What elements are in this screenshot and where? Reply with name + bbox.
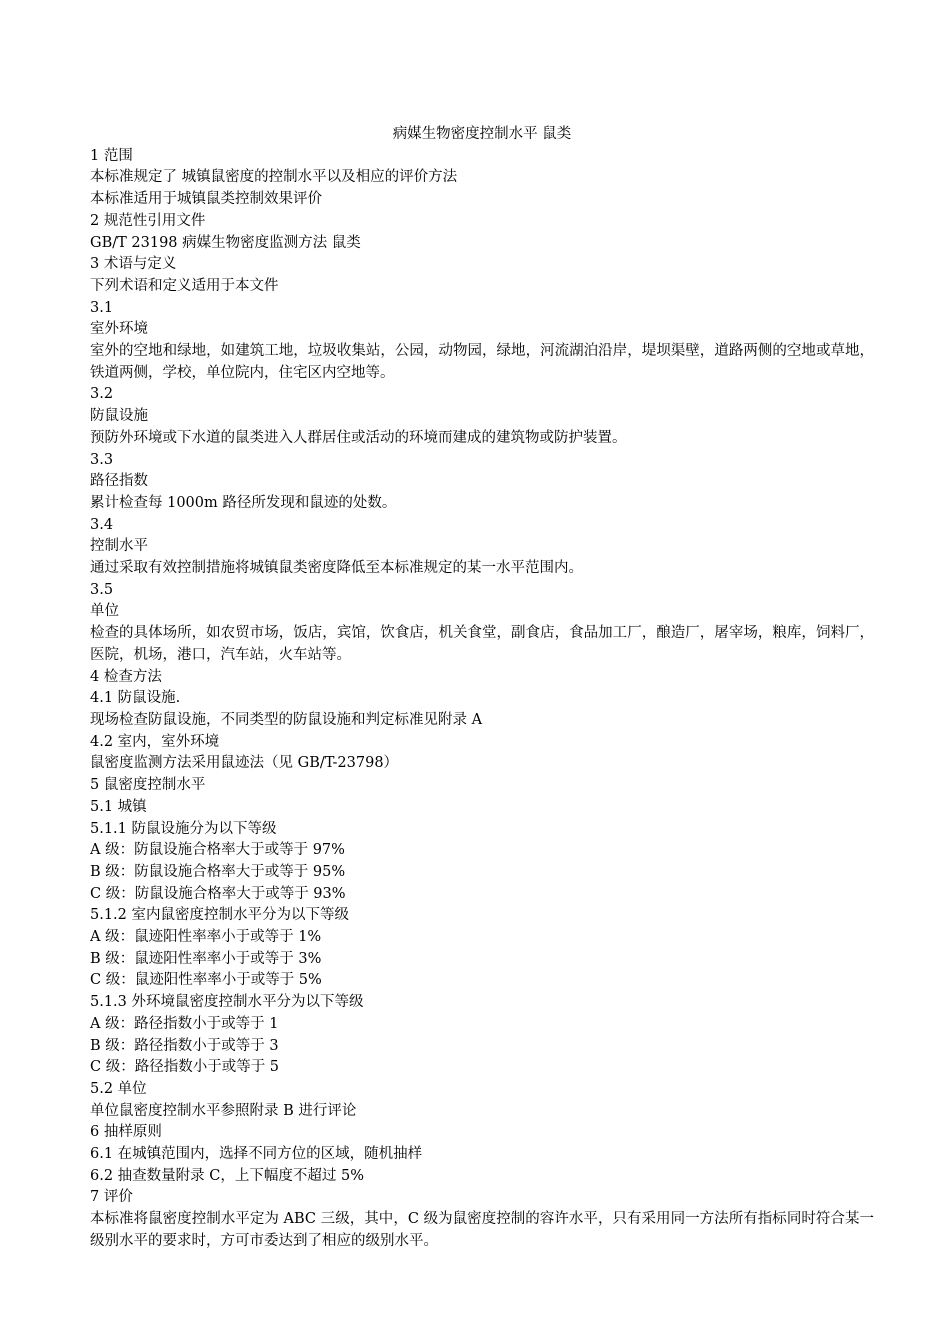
body-line: A 级：路径指数小于或等于 1 <box>90 1015 279 1032</box>
body-line: 4.1 防鼠设施. <box>90 690 181 707</box>
body-paragraph: 本标准将鼠密度控制水平定为 ABC 三级，其中，C 级为鼠密度控制的容许水平，只有采用同一方法所有指标同时符合某一级别水平的要求时，方可市委达到了相应的级别水平。 <box>90 1211 874 1249</box>
body-paragraph: 室外的空地和绿地，如建筑工地，垃圾收集站，公园，动物园，绿地，河流湖泊沿岸，堤坝渠壁，道路两侧的空地或草地，铁道两侧，学校，单位院内，住宅区内空地等。 <box>90 343 874 381</box>
body-line: C 级：鼠迹阳性率率小于或等于 5% <box>90 972 322 989</box>
body-line: 5.2 单位 <box>90 1080 147 1097</box>
document-title: 病媒生物密度控制水平 鼠类 <box>392 126 572 142</box>
body-line: GB/T 23198 病媒生物密度监测方法 鼠类 <box>90 234 361 251</box>
body-line: 单位鼠密度控制水平参照附录 B 进行评论 <box>90 1102 357 1119</box>
body-line: 鼠密度监测方法采用鼠迹法（见 GB/T-23798） <box>90 755 399 772</box>
body-line: 3.5 <box>90 581 114 598</box>
body-line: 室外环境 <box>90 321 148 338</box>
body-line: 单位 <box>90 603 119 620</box>
body-line: 累计检查每 1000m 路径所发现和鼠迹的处数。 <box>90 494 397 511</box>
body-line: 3.1 <box>90 299 114 316</box>
body-line: 2 规范性引用文件 <box>90 212 206 229</box>
body-line: 7 评价 <box>90 1189 133 1206</box>
body-line: 5 鼠密度控制水平 <box>90 777 206 794</box>
body-line: C 级：路径指数小于或等于 5 <box>90 1059 280 1076</box>
body-line: 3.3 <box>90 451 114 468</box>
body-line: 3.4 <box>90 516 114 533</box>
body-line: 4 检查方法 <box>90 668 162 685</box>
body-line: 6.1 在城镇范围内，选择不同方位的区域，随机抽样 <box>90 1146 423 1163</box>
body-line: A 级：防鼠设施合格率大于或等于 97% <box>90 842 345 859</box>
body-line: 本标准适用于城镇鼠类控制效果评价 <box>90 191 322 208</box>
body-line: 现场检查防鼠设施，不同类型的防鼠设施和判定标准见附录 A <box>90 711 483 728</box>
body-line: B 级：路径指数小于或等于 3 <box>90 1037 279 1054</box>
body-line: 路径指数 <box>90 473 148 490</box>
body-line: 5.1.2 室内鼠密度控制水平分为以下等级 <box>90 907 350 924</box>
body-line: 控制水平 <box>90 538 148 555</box>
body-line: 下列术语和定义适用于本文件 <box>90 277 279 294</box>
body-line: 6 抽样原则 <box>90 1124 162 1141</box>
body-line: 防鼠设施 <box>90 408 148 425</box>
body-line: 通过采取有效控制措施将城镇鼠类密度降低至本标准规定的某一水平范围内。 <box>90 560 583 577</box>
body-line: 3 术语与定义 <box>90 256 177 273</box>
document-page <box>90 124 874 1253</box>
body-line: A 级：鼠迹阳性率率小于或等于 1% <box>90 929 322 946</box>
body-line: 5.1.1 防鼠设施分为以下等级 <box>90 820 277 837</box>
document-body <box>90 146 874 1253</box>
body-line: 6.2 抽查数量附录 C，上下幅度不超过 5% <box>90 1167 364 1184</box>
body-line: 本标准规定了 城镇鼠密度的控制水平以及相应的评价方法 <box>90 169 458 186</box>
body-line: B 级：鼠迹阳性率率小于或等于 3% <box>90 950 322 967</box>
body-line: 4.2 室内，室外环境 <box>90 733 220 750</box>
body-paragraph: 检查的具体场所，如农贸市场，饭店，宾馆，饮食店，机关食堂，副食店，食品加工厂，酿造厂，屠宰场，粮库，饲料厂，医院，机场，港口，汽车站，火车站等。 <box>90 625 874 663</box>
body-line: B 级：防鼠设施合格率大于或等于 95% <box>90 863 346 880</box>
body-line: 5.1.3 外环境鼠密度控制水平分为以下等级 <box>90 994 364 1011</box>
body-line: C 级：防鼠设施合格率大于或等于 93% <box>90 885 346 902</box>
body-line: 1 范围 <box>90 147 133 164</box>
body-line: 预防外环境或下水道的鼠类进入人群居住或活动的环境而建成的建筑物或防护装置。 <box>90 429 627 446</box>
body-line: 3.2 <box>90 386 114 403</box>
body-line: 5.1 城镇 <box>90 798 147 815</box>
